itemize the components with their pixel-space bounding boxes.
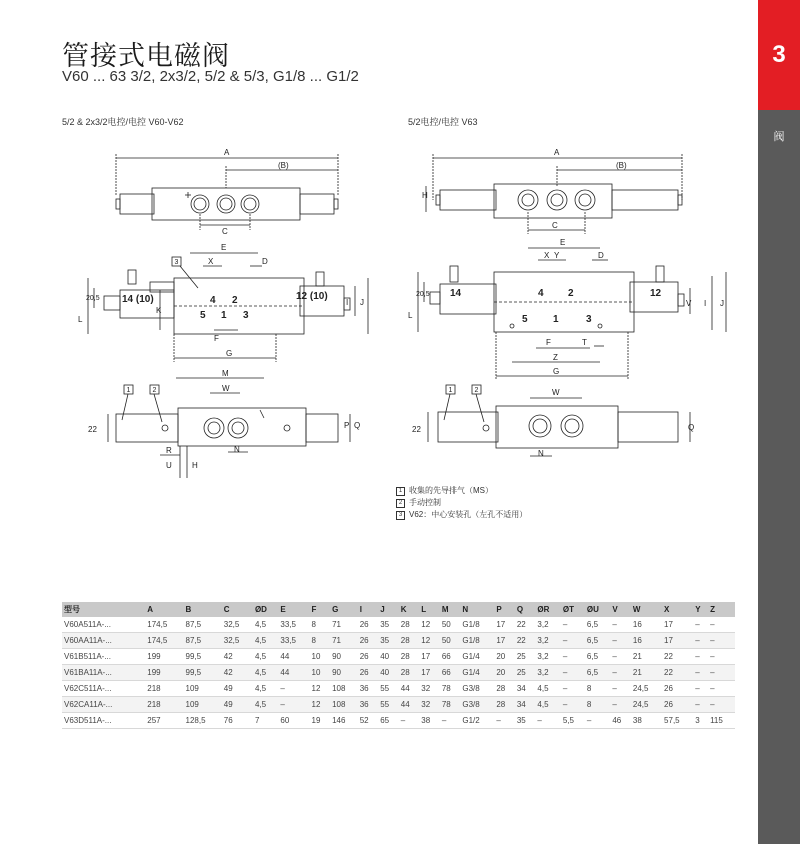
value-cell: 4,5 <box>535 681 560 697</box>
column-header: E <box>278 602 309 617</box>
dim-u-left: U <box>166 461 172 470</box>
value-cell: 24,5 <box>631 681 662 697</box>
value-cell: 10 <box>310 665 331 681</box>
dim-h-left: H <box>192 461 198 470</box>
value-cell: 174,5 <box>145 633 183 649</box>
table-row <box>62 617 735 633</box>
value-cell: 20 <box>494 665 515 681</box>
port-3-left: 3 <box>243 310 249 321</box>
value-cell: G1/2 <box>460 713 494 729</box>
port-2-right: 2 <box>568 288 574 299</box>
value-cell: 32 <box>419 681 440 697</box>
port-14-right: 14 <box>450 288 462 299</box>
callout-2-left: 2 <box>152 387 157 394</box>
value-cell: 5,5 <box>561 713 585 729</box>
value-cell: 33,5 <box>278 633 309 649</box>
value-cell: 66 <box>440 665 461 681</box>
value-cell: 78 <box>440 697 461 713</box>
value-cell: G1/8 <box>460 633 494 649</box>
right-front-view <box>418 248 726 380</box>
value-cell: 6,5 <box>585 649 610 665</box>
dim-e-right: E <box>560 238 566 247</box>
section-text: 阀 <box>773 131 785 143</box>
value-cell: 90 <box>330 649 358 665</box>
value-cell: 22 <box>515 617 536 633</box>
dim-l-left: L <box>78 315 83 324</box>
dim-x-right: X <box>544 251 550 260</box>
dim-v-right: V <box>686 299 692 308</box>
value-cell: 76 <box>222 713 253 729</box>
value-cell: 28 <box>494 697 515 713</box>
column-header: B <box>184 602 222 617</box>
value-cell: 257 <box>145 713 183 729</box>
value-cell: G3/8 <box>460 681 494 697</box>
column-header: G <box>330 602 358 617</box>
diagram-legend <box>396 485 527 521</box>
value-cell: 49 <box>222 681 253 697</box>
value-cell: 35 <box>378 633 399 649</box>
port-5-left: 5 <box>200 310 206 321</box>
column-header: V <box>610 602 631 617</box>
value-cell: 52 <box>358 713 379 729</box>
value-cell: – <box>693 697 708 713</box>
value-cell: 19 <box>310 713 331 729</box>
column-header: N <box>460 602 494 617</box>
value-cell: G1/4 <box>460 649 494 665</box>
value-cell: – <box>561 665 585 681</box>
value-cell: 26 <box>662 697 693 713</box>
dim-c-left: C <box>222 227 228 236</box>
value-cell: 49 <box>222 697 253 713</box>
port-12-10: 12 (10) <box>296 291 328 302</box>
dim-k-left: K <box>156 306 162 315</box>
column-header: K <box>399 602 420 617</box>
legend-number: 3 <box>396 511 405 520</box>
value-cell: – <box>708 649 735 665</box>
value-cell: G1/8 <box>460 617 494 633</box>
dim-205-left: 20,5 <box>86 295 100 302</box>
right-diagram-label: 5/2电控/电控 V63 <box>408 117 478 127</box>
value-cell: 28 <box>399 633 420 649</box>
table-header-row <box>62 602 735 617</box>
left-top-view <box>116 154 338 230</box>
value-cell: 44 <box>278 649 309 665</box>
left-front-view <box>88 253 368 362</box>
dim-g-right: G <box>553 367 560 376</box>
port-5-right: 5 <box>522 314 528 325</box>
value-cell: – <box>708 665 735 681</box>
value-cell: 21 <box>631 665 662 681</box>
legend-item <box>396 497 527 509</box>
dim-z-right: Z <box>553 353 558 362</box>
value-cell: 8 <box>310 633 331 649</box>
value-cell: 109 <box>184 697 222 713</box>
value-cell: 26 <box>358 633 379 649</box>
value-cell: 146 <box>330 713 358 729</box>
value-cell: 16 <box>631 633 662 649</box>
dim-h-right: H <box>422 191 428 200</box>
value-cell: 199 <box>145 649 183 665</box>
value-cell: – <box>561 681 585 697</box>
value-cell: 8 <box>585 681 610 697</box>
column-header: F <box>310 602 331 617</box>
value-cell: 26 <box>358 649 379 665</box>
model-cell: V61B511A-... <box>62 649 145 665</box>
column-header: 型号 <box>62 602 145 617</box>
column-header: I <box>358 602 379 617</box>
legend-text: 手动控制 <box>409 498 441 507</box>
value-cell: – <box>708 617 735 633</box>
left-bottom-view <box>108 378 350 478</box>
dim-d-right: D <box>598 251 604 260</box>
model-cell: V62CA11A-... <box>62 697 145 713</box>
value-cell: 22 <box>662 665 693 681</box>
dim-i-right: I <box>704 299 707 308</box>
value-cell: – <box>494 713 515 729</box>
value-cell: 6,5 <box>585 665 610 681</box>
value-cell: – <box>561 697 585 713</box>
dim-p-left: P <box>344 421 350 430</box>
port-4-right: 4 <box>538 288 544 299</box>
port-12-right: 12 <box>650 288 662 299</box>
page-title: 管接式电磁阀 <box>62 41 230 71</box>
dim-22-right: 22 <box>412 425 421 434</box>
callout-2-right: 2 <box>474 387 479 394</box>
value-cell: 4,5 <box>253 633 278 649</box>
value-cell: 26 <box>358 665 379 681</box>
value-cell: – <box>610 697 631 713</box>
dim-d-left: D <box>262 257 268 266</box>
legend-item <box>396 509 527 521</box>
value-cell: G3/8 <box>460 697 494 713</box>
value-cell: 33,5 <box>278 617 309 633</box>
port-2-left: 2 <box>232 295 238 306</box>
callout-1-right: 1 <box>448 387 453 394</box>
dim-c-right: C <box>552 221 558 230</box>
dim-b-left: (B) <box>278 161 289 170</box>
value-cell: 7 <box>253 713 278 729</box>
value-cell: – <box>399 713 420 729</box>
value-cell: 42 <box>222 649 253 665</box>
value-cell: 12 <box>310 681 331 697</box>
value-cell: 44 <box>399 697 420 713</box>
value-cell: 3 <box>693 713 708 729</box>
value-cell: 28 <box>399 665 420 681</box>
value-cell: 21 <box>631 649 662 665</box>
value-cell: – <box>610 665 631 681</box>
column-header: Y <box>693 602 708 617</box>
value-cell: 71 <box>330 633 358 649</box>
page-subtitle: V60 ... 63 3/2, 2x3/2, 5/2 & 5/3, G1/8 ... G1/2 <box>62 68 359 85</box>
dim-n-right: N <box>538 449 544 458</box>
dim-r-left: R <box>166 446 172 455</box>
value-cell: 17 <box>419 665 440 681</box>
value-cell: 4,5 <box>253 681 278 697</box>
model-cell: V63D511A-... <box>62 713 145 729</box>
column-header: L <box>419 602 440 617</box>
value-cell: 87,5 <box>184 617 222 633</box>
callout-3-left: 3 <box>174 259 179 266</box>
dim-22-left: 22 <box>88 425 97 434</box>
value-cell: 4,5 <box>253 649 278 665</box>
port-3-right: 3 <box>586 314 592 325</box>
value-cell: 55 <box>378 681 399 697</box>
column-header: ØT <box>561 602 585 617</box>
legend-number: 1 <box>396 487 405 496</box>
value-cell: 90 <box>330 665 358 681</box>
value-cell: 20 <box>494 649 515 665</box>
value-cell: 4,5 <box>253 617 278 633</box>
value-cell: 26 <box>662 681 693 697</box>
dim-m-left: M <box>222 369 229 378</box>
value-cell: 16 <box>631 617 662 633</box>
value-cell: – <box>693 681 708 697</box>
value-cell: 87,5 <box>184 633 222 649</box>
dim-f-left: F <box>214 334 219 343</box>
value-cell: 24,5 <box>631 697 662 713</box>
dim-j-right: J <box>720 299 724 308</box>
value-cell: G1/4 <box>460 665 494 681</box>
value-cell: 50 <box>440 633 461 649</box>
value-cell: 32,5 <box>222 633 253 649</box>
value-cell: 78 <box>440 681 461 697</box>
value-cell: – <box>693 665 708 681</box>
value-cell: – <box>440 713 461 729</box>
port-1-right: 1 <box>553 314 559 325</box>
value-cell: 26 <box>358 617 379 633</box>
value-cell: 50 <box>440 617 461 633</box>
dim-y-right: Y <box>554 251 560 260</box>
column-header: X <box>662 602 693 617</box>
value-cell: 42 <box>222 665 253 681</box>
value-cell: 10 <box>310 649 331 665</box>
value-cell: – <box>610 681 631 697</box>
value-cell: 3,2 <box>535 617 560 633</box>
model-cell: V60A511A-... <box>62 617 145 633</box>
value-cell: 17 <box>662 633 693 649</box>
dim-205-right: 20,5 <box>416 291 430 298</box>
table-row <box>62 633 735 649</box>
value-cell: 46 <box>610 713 631 729</box>
dim-f-right: F <box>546 338 551 347</box>
dim-w-right: W <box>552 388 560 397</box>
dim-a-right: A <box>554 148 560 157</box>
chapter-sidebar <box>758 0 800 844</box>
value-cell: 40 <box>378 665 399 681</box>
model-cell: V61BA11A-... <box>62 665 145 681</box>
value-cell: 199 <box>145 665 183 681</box>
value-cell: 40 <box>378 649 399 665</box>
value-cell: 3,2 <box>535 649 560 665</box>
dim-l-right: L <box>408 311 413 320</box>
value-cell: 3,2 <box>535 633 560 649</box>
chapter-number: 3 <box>758 0 800 110</box>
legend-item <box>396 485 527 497</box>
value-cell: 60 <box>278 713 309 729</box>
value-cell: 38 <box>419 713 440 729</box>
value-cell: 115 <box>708 713 735 729</box>
dimension-table <box>62 602 735 729</box>
port-14-10: 14 (10) <box>122 294 154 305</box>
dim-i-left: I <box>346 298 349 307</box>
table-row <box>62 665 735 681</box>
dim-b-right: (B) <box>616 161 627 170</box>
value-cell: 109 <box>184 681 222 697</box>
column-header: C <box>222 602 253 617</box>
legend-text: V62：中心安装孔（左孔不适用） <box>409 510 528 519</box>
value-cell: 38 <box>631 713 662 729</box>
column-header: W <box>631 602 662 617</box>
value-cell: – <box>708 633 735 649</box>
value-cell: 17 <box>494 633 515 649</box>
dim-t-right: T <box>582 338 587 347</box>
right-bottom-view <box>428 398 690 456</box>
column-header: P <box>494 602 515 617</box>
dim-j-left: J <box>360 298 364 307</box>
value-cell: 99,5 <box>184 649 222 665</box>
value-cell: 25 <box>515 665 536 681</box>
dim-n-left: N <box>234 445 240 454</box>
value-cell: 22 <box>515 633 536 649</box>
value-cell: 4,5 <box>253 665 278 681</box>
callouts <box>122 257 484 422</box>
value-cell: 32,5 <box>222 617 253 633</box>
value-cell: 218 <box>145 697 183 713</box>
value-cell: 17 <box>662 617 693 633</box>
value-cell: – <box>561 617 585 633</box>
value-cell: – <box>561 633 585 649</box>
value-cell: 17 <box>494 617 515 633</box>
table-row <box>62 681 735 697</box>
value-cell: 8 <box>310 617 331 633</box>
value-cell: 99,5 <box>184 665 222 681</box>
value-cell: 44 <box>399 681 420 697</box>
value-cell: 4,5 <box>253 697 278 713</box>
port-4-left: 4 <box>210 295 216 306</box>
table-body <box>62 617 735 729</box>
value-cell: – <box>610 633 631 649</box>
value-cell: 28 <box>399 617 420 633</box>
value-cell: 28 <box>494 681 515 697</box>
value-cell: 32 <box>419 697 440 713</box>
value-cell: 128,5 <box>184 713 222 729</box>
value-cell: – <box>535 713 560 729</box>
value-cell: – <box>693 617 708 633</box>
table-row <box>62 697 735 713</box>
value-cell: 36 <box>358 697 379 713</box>
value-cell: 35 <box>515 713 536 729</box>
value-cell: – <box>708 681 735 697</box>
dim-g-left: G <box>226 349 233 358</box>
value-cell: 3,2 <box>535 665 560 681</box>
column-header: ØD <box>253 602 278 617</box>
value-cell: 17 <box>419 649 440 665</box>
dim-e-left: E <box>221 243 227 252</box>
legend-number: 2 <box>396 499 405 508</box>
value-cell: 12 <box>419 617 440 633</box>
value-cell: – <box>278 681 309 697</box>
value-cell: 57,5 <box>662 713 693 729</box>
table-row <box>62 649 735 665</box>
callout-1-left: 1 <box>126 387 131 394</box>
value-cell: 44 <box>278 665 309 681</box>
value-cell: 65 <box>378 713 399 729</box>
value-cell: 12 <box>419 633 440 649</box>
value-cell: 28 <box>399 649 420 665</box>
value-cell: 71 <box>330 617 358 633</box>
column-header: ØU <box>585 602 610 617</box>
dim-x-left: X <box>208 257 214 266</box>
value-cell: 35 <box>378 617 399 633</box>
dim-w-left: W <box>222 384 230 393</box>
column-header: Q <box>515 602 536 617</box>
value-cell: 22 <box>662 649 693 665</box>
legend-text: 收集的先导排气（MS） <box>409 486 493 495</box>
value-cell: 174,5 <box>145 617 183 633</box>
value-cell: – <box>693 649 708 665</box>
value-cell: 8 <box>585 697 610 713</box>
value-cell: – <box>561 649 585 665</box>
value-cell: – <box>610 617 631 633</box>
value-cell: 25 <box>515 649 536 665</box>
dim-q-right: Q <box>688 423 695 432</box>
value-cell: 36 <box>358 681 379 697</box>
column-header: ØR <box>535 602 560 617</box>
value-cell: 6,5 <box>585 617 610 633</box>
value-cell: 34 <box>515 697 536 713</box>
left-diagram-label: 5/2 & 2x3/2电控/电控 V60-V62 <box>62 117 184 127</box>
column-header: Z <box>708 602 735 617</box>
value-cell: – <box>585 713 610 729</box>
value-cell: 108 <box>330 681 358 697</box>
value-cell: 218 <box>145 681 183 697</box>
value-cell: 108 <box>330 697 358 713</box>
value-cell: – <box>610 649 631 665</box>
table-row <box>62 713 735 729</box>
port-1-left: 1 <box>221 310 227 321</box>
value-cell: – <box>278 697 309 713</box>
value-cell: 34 <box>515 681 536 697</box>
model-cell: V62C511A-... <box>62 681 145 697</box>
value-cell: 12 <box>310 697 331 713</box>
value-cell: 4,5 <box>535 697 560 713</box>
dim-a-left: A <box>224 148 230 157</box>
column-header: M <box>440 602 461 617</box>
value-cell: – <box>693 633 708 649</box>
model-cell: V60AA11A-... <box>62 633 145 649</box>
value-cell: 6,5 <box>585 633 610 649</box>
value-cell: – <box>708 697 735 713</box>
column-header: J <box>378 602 399 617</box>
value-cell: 66 <box>440 649 461 665</box>
column-header: A <box>145 602 183 617</box>
dim-q-left: Q <box>354 421 361 430</box>
value-cell: 55 <box>378 697 399 713</box>
